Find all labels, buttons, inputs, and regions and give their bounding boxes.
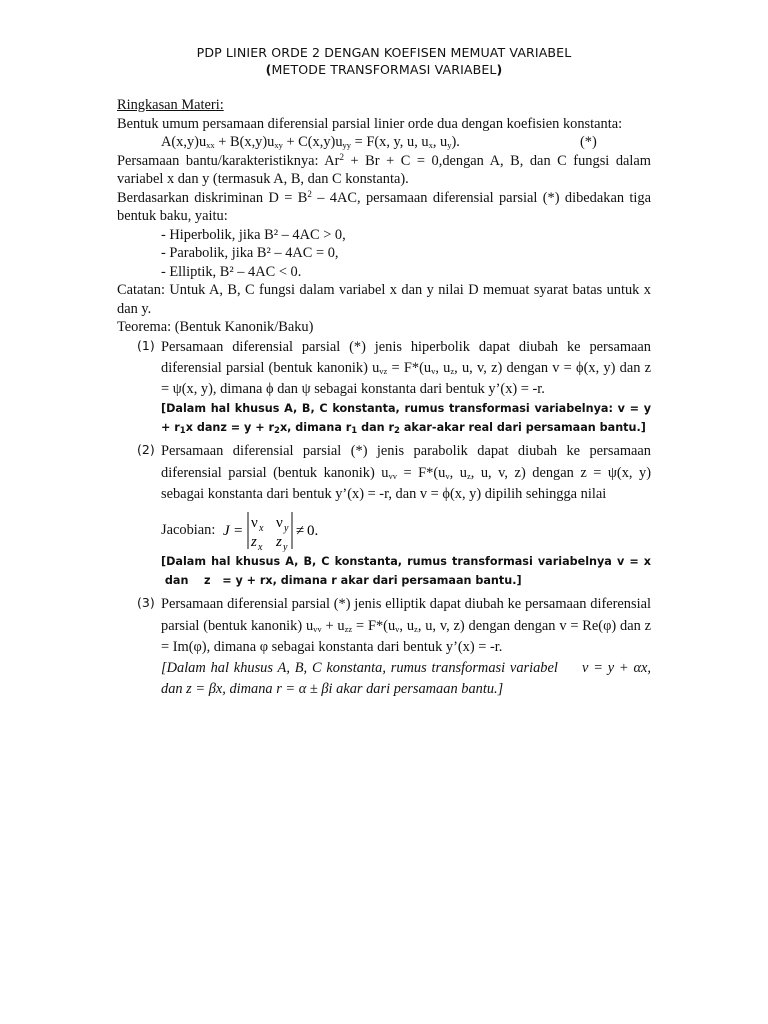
theorem-number-1: (1) bbox=[137, 337, 155, 353]
svg-text:ν: ν bbox=[251, 515, 259, 532]
type-hyperbolic: - Hiperbolik, jika B² – 4AC > 0, bbox=[161, 226, 346, 243]
theorem-number-2: (2) bbox=[137, 442, 155, 458]
theorem-1-text: Persamaan diferensial parsial (*) jenis hiperbolik dapat diubah ke persamaan diferensial parsial (bentuk kanonik) $u_{vz} = F*(u_v$, $u_z$, u, v, z) dengan v = ϕ(x, y) dan z = ψ(x, y), dimana ϕ dan ψ sebagai konstanta dari bentuk y’(x) = -r. bbox=[161, 338, 652, 398]
theorem-heading: Teorema: (Bentuk Kanonik/Baku) bbox=[117, 319, 314, 335]
theorem-item-1 bbox=[117, 337, 651, 438]
equation-label: (*) bbox=[580, 134, 597, 150]
general-equation: $A(x,y)u_{xx} + B(x,y)u_{xy} + C(x,y)u_{yy} = F(x$, y, u, $u_x$, $u_y$). (*) bbox=[161, 134, 597, 150]
discriminant-paragraph: Berdasarkan diskriminan $D = B^2 - 4AC$, persamaan diferensial parsial (*) dibedakan tiga bentuk baku, yaitu: bbox=[117, 188, 652, 224]
title-line-1: PDP LINIER ORDE 2 DENGAN KOEFISEN MEMUAT VARIABEL bbox=[196, 45, 572, 60]
title-line-2: (METODE TRANSFORMASI VARIABEL) bbox=[265, 62, 503, 77]
theorem-number-3: (3) bbox=[137, 595, 155, 611]
theorem-1-special-case: [Dalam hal khusus A, B, C konstanta, rumus transformasi variabelnya: $v = y + r_1x$ danz = $y + r_2x$, dimana $r_1$ dan $r_2$ akar-akar real dari persamaan bantu.] bbox=[161, 402, 651, 436]
svg-text:y: y bbox=[284, 523, 289, 535]
svg-text:y: y bbox=[283, 542, 288, 553]
general-form-paragraph: Bentuk umum persamaan diferensial parsial linier orde dua dengan koefisien konstanta: bbox=[117, 115, 623, 132]
svg-text:z: z bbox=[251, 534, 258, 551]
svg-text:ν: ν bbox=[276, 515, 284, 532]
theorem-item-2 bbox=[117, 441, 651, 590]
type-parabolic: - Parabolik, jika B² – 4AC = 0, bbox=[161, 245, 339, 261]
svg-text:0.: 0. bbox=[307, 523, 319, 540]
svg-text:z: z bbox=[276, 534, 283, 551]
jacobian-determinant bbox=[221, 508, 331, 552]
svg-text:≠: ≠ bbox=[296, 523, 305, 540]
theorem-item-3 bbox=[117, 594, 651, 700]
theorem-3-text: Persamaan diferensial parsial (*) jenis elliptik dapat diubah ke persamaan diferensial parsial (bentuk kanonik) $u_{vv} + u_{zz} = F*(u_v$, $u_z$, u, v, z) dengan dengan v = Re(φ) dan z = Im(φ), dimana φ sebagai konstanta dari bentuk y’(x) = -r. bbox=[161, 596, 651, 655]
type-elliptic: - Elliptik, B² – 4AC < 0. bbox=[161, 263, 302, 280]
note-paragraph: Catatan: Untuk A, B, C fungsi dalam variabel x dan y nilai D memuat syarat batas untuk x dan y. bbox=[117, 282, 651, 317]
jacobian-label: Jacobian: bbox=[161, 522, 216, 539]
jacobian-line bbox=[161, 507, 651, 553]
svg-text:J: J bbox=[223, 523, 231, 540]
svg-text:x: x bbox=[259, 523, 264, 535]
document-content bbox=[117, 44, 651, 701]
theorem-2-text: Persamaan diferensial parsial (*) jenis parabolik dapat diubah ke persamaan diferensial parsial (bentuk kanonik) $u_{vv} = F*(u_v$, $u_z$, u, v, z) dengan z = ψ(x, y) sebagai konstanta dari bentuk y’(x) = -r, dan v = ϕ(x, y) dipilih sehingga nilai bbox=[161, 443, 652, 502]
svg-text:=: = bbox=[234, 523, 243, 540]
svg-text:x: x bbox=[258, 542, 263, 553]
characteristic-paragraph: Persamaan bantu/karakteristiknya: $Ar^2 + Br + C$ = 0,dengan A, B, dan C fungsi dalam variabel x dan y (termasuk A, B, dan C konstanta). bbox=[117, 151, 651, 187]
theorem-3-special-case: [Dalam hal khusus A, B, C konstanta, rumus transformasi variabel v = y + αx, dan z = βx, dimana r = α ± βi akar dari persamaan bantu.] bbox=[161, 660, 651, 698]
theorem-2-special-case: [Dalam hal khusus A, B, C konstanta, rumus transformasi variabelnya v = x dan z = y + rx, dimana r akar dari persamaan bantu.] bbox=[161, 555, 651, 587]
summary-heading: Ringkasan Materi: bbox=[117, 97, 224, 113]
